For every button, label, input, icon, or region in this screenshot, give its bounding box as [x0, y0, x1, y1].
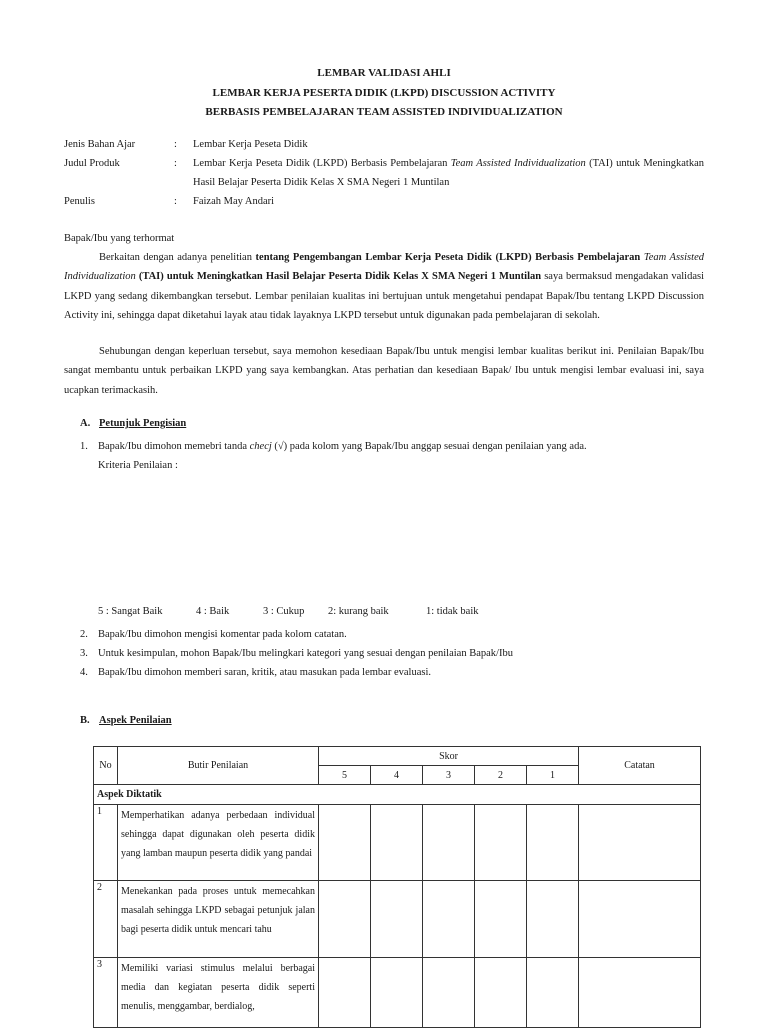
meta-key: Judul Produk — [64, 158, 120, 169]
header-row — [94, 747, 701, 766]
table-row — [94, 805, 701, 881]
score-cell-5[interactable] — [319, 958, 371, 1028]
notes-cell[interactable] — [579, 881, 701, 958]
row-criterion: Menekankan pada proses untuk memecahkan masalah sehingga LKPD sebagai petunjuk jalan bagi peserta didik untuk mencari tahu — [118, 881, 319, 958]
instruction-number: 4. — [80, 667, 88, 678]
section-title: Aspek Penilaian — [99, 715, 172, 726]
request-paragraph: Sehubungan dengan keperluan tersebut, saya memohon kesediaan Bapak/Ibu untuk mengisi lembar kualitas berikut ini. Penilaian Bapak/Ibu sangat membantu untuk perbaikan LKPD yang saya kembangkan. Atas perhatian dan kesediaan Bapak/ Ibu untuk mengisi lembar evaluasi ini, saya ucapkan terimackasih. — [64, 346, 704, 396]
criteria-4: 4 : Baik — [196, 606, 230, 617]
criteria-1: 1: tidak baik — [426, 606, 479, 617]
criteria-3: 3 : Cukup — [263, 606, 305, 617]
score-cell-5[interactable] — [319, 805, 371, 881]
score-cell-4[interactable] — [371, 805, 423, 881]
meta-value-italic: Team Assisted Individualization — [450, 158, 586, 169]
meta-colon: : — [174, 158, 177, 169]
greeting: Bapak/Ibu yang terhormat — [64, 233, 175, 244]
instruction-number: 1. — [80, 441, 88, 452]
score-cell-2[interactable] — [475, 958, 527, 1028]
row-criterion: Memiliki variasi stimulus melalui berbagai media dan kegiatan peserta didik seperti menulis, menggambar, berdialog, — [118, 958, 319, 1028]
score-cell-5[interactable] — [319, 881, 371, 958]
instruction-text — [98, 437, 587, 456]
score-3-header: 3 — [423, 766, 475, 785]
meta-colon: : — [174, 196, 177, 207]
criteria-scale — [98, 606, 479, 617]
instructions-list — [80, 625, 704, 682]
table-row — [94, 881, 701, 958]
instruction-3 — [80, 644, 704, 663]
score-cell-3[interactable] — [423, 958, 475, 1028]
section-letter: B. — [80, 715, 90, 726]
intro-paragraph — [64, 248, 704, 326]
para-italic: Team Assisted Individualization — [64, 252, 704, 283]
instruction-text: Bapak/Ibu dimohon mengisi komentar pada kolom catatan. — [98, 629, 347, 640]
section-a-heading — [80, 418, 186, 429]
score-cell-1[interactable] — [527, 881, 579, 958]
score-cell-2[interactable] — [475, 805, 527, 881]
kriteria-row — [80, 456, 704, 475]
instruction-text: Bapak/Ibu dimohon memberi saran, kritik, atau masukan pada lembar evaluasi. — [98, 667, 431, 678]
section-title: Petunjuk Pengisian — [99, 418, 187, 429]
row-number: 1 — [94, 805, 118, 881]
score-cell-2[interactable] — [475, 881, 527, 958]
score-cell-3[interactable] — [423, 881, 475, 958]
instruction-4 — [80, 663, 704, 682]
meta-value: Lembar Kerja Peseta Didik — [193, 139, 308, 150]
score-cell-3[interactable] — [423, 805, 475, 881]
row-criterion: Memperhatikan adanya perbedaan individual sehingga dapat digunakan oleh peserta didik yang lamban maupun peserta didik yang pandai — [118, 805, 319, 881]
instruction-1 — [80, 437, 704, 475]
header-catatan: Catatan — [579, 747, 701, 785]
row-number: 2 — [94, 881, 118, 958]
score-cell-4[interactable] — [371, 881, 423, 958]
para-bold: tentang Pengembangan Lembar Kerja Peseta Didik (LKPD) Berbasis Pembelajaran — [255, 252, 644, 263]
instruction-row — [80, 437, 704, 456]
criteria-2: 2: kurang baik — [328, 606, 389, 617]
aspect-label: Aspek Diktatik — [94, 785, 701, 805]
document-title-block — [0, 64, 768, 123]
kriteria-label: Kriteria Penilaian : — [98, 460, 178, 471]
para-bold: (TAI) untuk Meningkatkan Hasil Belajar Peserta Didik Kelas X SMA Negeri 1 Muntilan — [135, 271, 542, 283]
para-text: saya bermaksud mengadakan validasi LKPD yang sedang dikembangkan tersebut. Lembar penilaian kualitas ini bertujuan untuk mengetahui pendapat Bapak/Ibu tentang LKPD Discussion Activity ini, sehingga dapat diketahui layak atau tidak layaknya LKPD tersebut untuk digunakan pada pembelajaran di sekolah. — [64, 271, 704, 322]
instruction-text: Untuk kesimpulan, mohon Bapak/Ibu melingkari kategori yang sesuai dengan penilaian Bapak/Ibu — [98, 648, 513, 659]
score-cell-1[interactable] — [527, 805, 579, 881]
header-butir: Butir Penilaian — [118, 747, 319, 785]
header-no: No — [94, 747, 118, 785]
score-cell-1[interactable] — [527, 958, 579, 1028]
instruction-2 — [80, 625, 704, 644]
title-line-2: LEMBAR KERJA PESERTA DIDIK (LKPD) DISCUSSION ACTIVITY — [212, 86, 556, 99]
score-1-header: 1 — [527, 766, 579, 785]
criteria-5: 5 : Sangat Baik — [98, 606, 163, 617]
instruction-italic: checj — [249, 441, 272, 452]
meta-value-text: (TAI) untuk Meningkatkan Hasil Belajar Peserta Didik Kelas X SMA Negeri 1 Muntilan — [193, 158, 704, 188]
section-letter: A. — [80, 418, 91, 429]
meta-key: Jenis Bahan Ajar — [64, 139, 136, 150]
meta-value: Faizah May Andari — [193, 196, 275, 207]
meta-value-text: Lembar Kerja Peseta Didik (LKPD) Berbasis Pembelajaran — [193, 158, 451, 169]
meta-row-penulis — [64, 192, 704, 211]
score-cell-4[interactable] — [371, 958, 423, 1028]
score-2-header: 2 — [475, 766, 527, 785]
title-line-1: LEMBAR VALIDASI AHLI — [317, 67, 451, 79]
product-metadata — [64, 135, 704, 211]
row-number: 3 — [94, 958, 118, 1028]
notes-cell[interactable] — [579, 805, 701, 881]
aspect-row — [94, 785, 701, 805]
header-skor: Skor — [319, 747, 579, 766]
instruction-number: 2. — [80, 629, 88, 640]
instruction-text-part: (√) pada kolom yang Bapak/Ibu anggap sesuai dengan penilaian yang ada. — [271, 441, 587, 452]
score-5-header: 5 — [319, 766, 371, 785]
score-4-header: 4 — [371, 766, 423, 785]
meta-row-jenis — [64, 135, 704, 154]
para-text: Berkaitan dengan adanya penelitian — [99, 252, 256, 263]
meta-colon: : — [174, 139, 177, 150]
spacer — [80, 456, 98, 475]
meta-value — [193, 154, 704, 192]
instruction-number: 3. — [80, 648, 88, 659]
meta-key: Penulis — [64, 196, 95, 207]
title-line-3: BERBASIS PEMBELAJARAN TEAM ASSISTED INDIVIDUALIZATION — [205, 106, 563, 118]
section-b-heading — [80, 715, 172, 726]
table-row — [94, 958, 701, 1028]
notes-cell[interactable] — [579, 958, 701, 1028]
assessment-table — [93, 746, 701, 1028]
meta-row-judul — [64, 154, 704, 192]
instruction-text-part: Bapak/Ibu dimohon memebri tanda — [98, 441, 250, 452]
